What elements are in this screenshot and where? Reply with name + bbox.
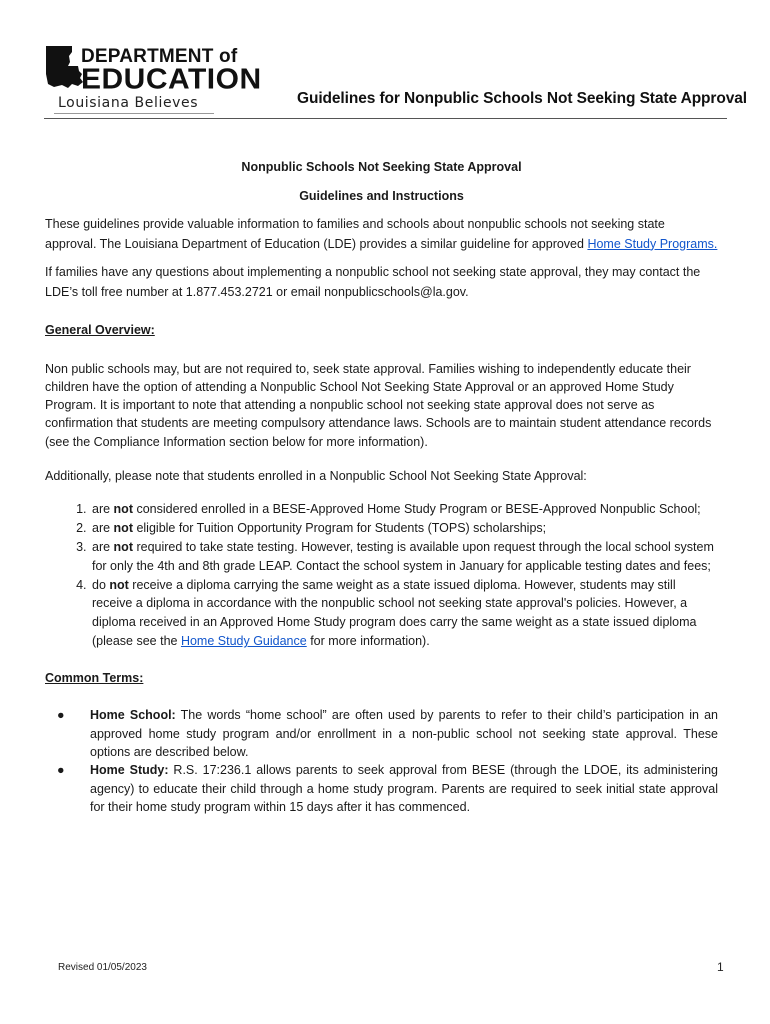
page-subtitle: Guidelines and Instructions xyxy=(299,188,464,203)
logo-tagline: Louisiana Believes xyxy=(58,95,199,111)
terms-list xyxy=(45,706,718,816)
terms-heading: Common Terms: xyxy=(45,670,144,685)
list-item: 4. do not receive a diploma carrying the same weight as a state issued diploma. However, students may still receive a diploma in accordance with the nonpublic school not seeking state approval's policies. However, a diploma received in an Approved Home Study program does carry the same weight as a state issued diploma (please see the Home Study Guidance for more information). xyxy=(90,576,718,651)
header-divider xyxy=(44,118,727,119)
bullet-icon: ● xyxy=(57,763,65,778)
numbered-list xyxy=(45,500,718,650)
term-label: Home School: xyxy=(90,708,176,723)
home-study-programs-link[interactable]: Home Study Programs. xyxy=(587,236,718,251)
list-item: 2. are not eligible for Tuition Opportunity Program for Students (TOPS) scholarships; xyxy=(90,519,718,538)
bullet-icon: ● xyxy=(57,708,65,723)
louisiana-state-icon xyxy=(44,44,84,92)
page-number: 1 xyxy=(717,960,724,974)
lde-logo xyxy=(44,44,262,118)
logo-line1: DEPARTMENT of xyxy=(81,46,238,67)
logo-line2: EDUCATION xyxy=(81,63,262,96)
intro-text: These guidelines provide valuable information to families and schools about nonpublic schools not seeking state approval. The Louisiana Department of Education (LDE) provides a similar guideline for approved xyxy=(45,217,665,251)
document-header-title: Guidelines for Nonpublic Schools Not Seeking State Approval xyxy=(297,90,747,107)
intro-paragraph xyxy=(45,215,718,254)
additional-paragraph: Additionally, please note that students enrolled in a Nonpublic School Not Seeking State Approval: xyxy=(45,468,587,483)
revision-date: Revised 01/05/2023 xyxy=(58,962,147,973)
home-study-guidance-link[interactable]: Home Study Guidance xyxy=(180,634,307,649)
page-title: Nonpublic Schools Not Seeking State Approval xyxy=(241,160,522,174)
contact-paragraph: If families have any questions about implementing a nonpublic school not seeking state approval, they may contact the LDE’s toll free number at 1.877.453.2721 or email nonpublicschools@la.gov. xyxy=(45,265,701,299)
list-item: 1. are not considered enrolled in a BESE-Approved Home Study Program or BESE-Approved Nonpublic School; xyxy=(90,500,718,519)
document-body xyxy=(45,158,718,816)
tagline-rule xyxy=(54,113,214,114)
term-label: Home Study: xyxy=(90,763,169,778)
overview-heading: General Overview: xyxy=(45,323,155,337)
list-item: ● Home School: The words “home school” are often used by parents to refer to their child’s participation in an approved home study program and/or enrollment in a non-public school not seeking state approval. These options are described below. xyxy=(57,708,718,759)
list-item: 3. are not required to take state testing. However, testing is available upon request through the local school system for only the 4th and 8th grade LEAP. Contact the school system in January for applicable testing dates and fees; xyxy=(90,538,718,576)
list-item: ● Home Study: R.S. 17:236.1 allows parents to seek approval from BESE (through the LDOE, its administering agency) to educate their child through a home study program. Parents are required to seek initial state approval for their home study program within 15 days after it has commenced. xyxy=(57,763,718,814)
overview-paragraph: Non public schools may, but are not required to, seek state approval. Families wishing to independently educate their children have the option of attending a Nonpublic School Not Seeking State Approval or an approved Home Study Program. It is important to note that attending a nonpublic school not seeking state approval does not serve as confirmation that students are meeting compulsory attendance laws. Schools are to maintain student attendance records (see the Compliance Information section below for more information). xyxy=(45,361,712,449)
